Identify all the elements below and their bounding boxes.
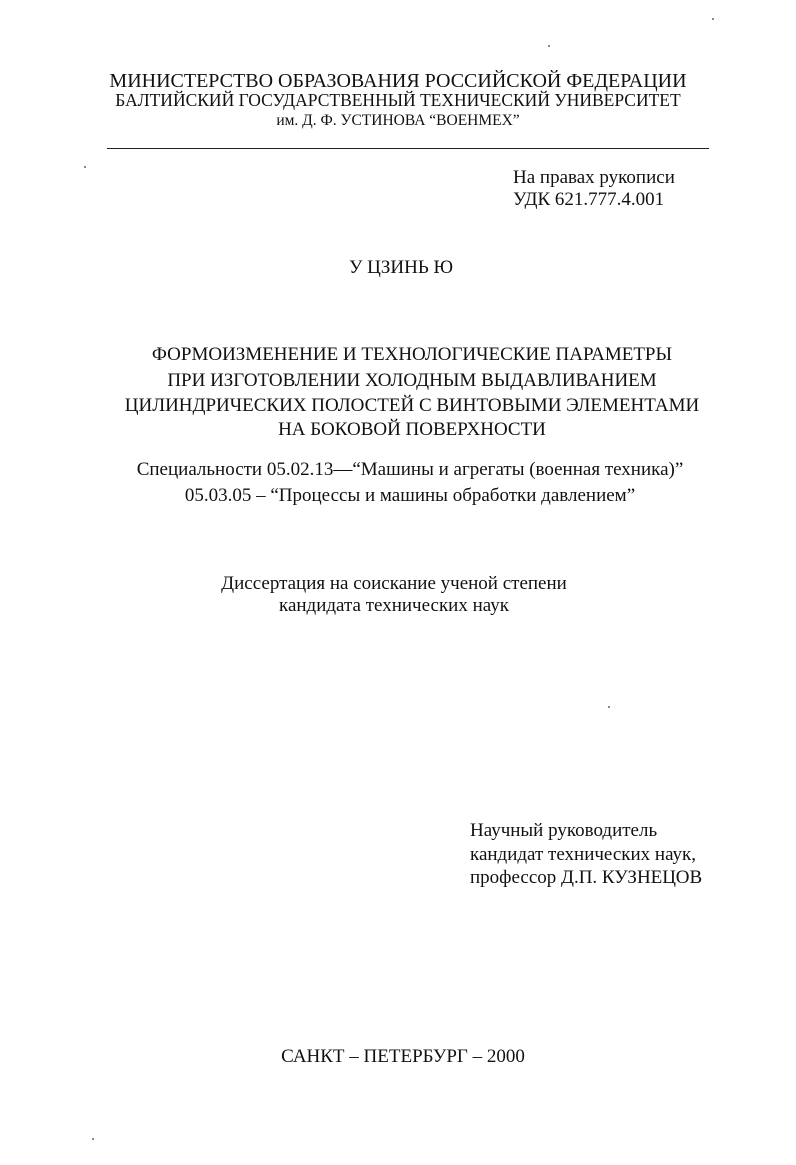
supervisor-line: кандидат технических наук, [470,844,697,865]
manuscript-rights: На правах рукописи [513,167,675,188]
scan-speck [84,166,86,168]
scan-speck [712,18,714,20]
title-line: ПРИ ИЗГОТОВЛЕНИИ ХОЛОДНЫМ ВЫДАВЛИВАНИЕМ [167,370,657,391]
supervisor-line: Научный руководитель [470,820,658,841]
header-divider [107,148,709,149]
city-year: САНКТ – ПЕТЕРБУРГ – 2000 [281,1046,525,1067]
dissertation-line: кандидата технических наук [279,595,509,616]
supervisor-line: профессор Д.П. КУЗНЕЦОВ [470,867,703,888]
scan-speck [92,1138,94,1140]
title-line: ФОРМОИЗМЕНЕНИЕ И ТЕХНОЛОГИЧЕСКИЕ ПАРАМЕТРЫ [151,344,673,365]
title-line: НА БОКОВОЙ ПОВЕРХНОСТИ [278,419,546,440]
specialty-line: 05.03.05 – “Процессы и машины обработки давлением” [184,485,636,506]
university-named-after: им. Д. Ф. УСТИНОВА “ВОЕНМЕХ” [276,112,520,129]
scan-speck [548,45,550,47]
udc-code: УДК 621.777.4.001 [513,189,665,210]
scan-speck [608,706,610,708]
dissertation-line: Диссертация на соискание ученой степени [221,573,567,594]
specialty-line: Специальности 05.02.13—“Машины и агрегаты (военная техника)” [136,459,684,480]
ministry-heading: МИНИСТЕРСТВО ОБРАЗОВАНИЯ РОССИЙСКОЙ ФЕДЕРАЦИИ [109,70,687,92]
university-heading: БАЛТИЙСКИЙ ГОСУДАРСТВЕННЫЙ ТЕХНИЧЕСКИЙ УНИВЕРСИТЕТ [115,90,681,110]
author-name: У ЦЗИНЬ Ю [348,257,454,278]
title-line: ЦИЛИНДРИЧЕСКИХ ПОЛОСТЕЙ С ВИНТОВЫМИ ЭЛЕМЕНТАМИ [124,395,700,416]
